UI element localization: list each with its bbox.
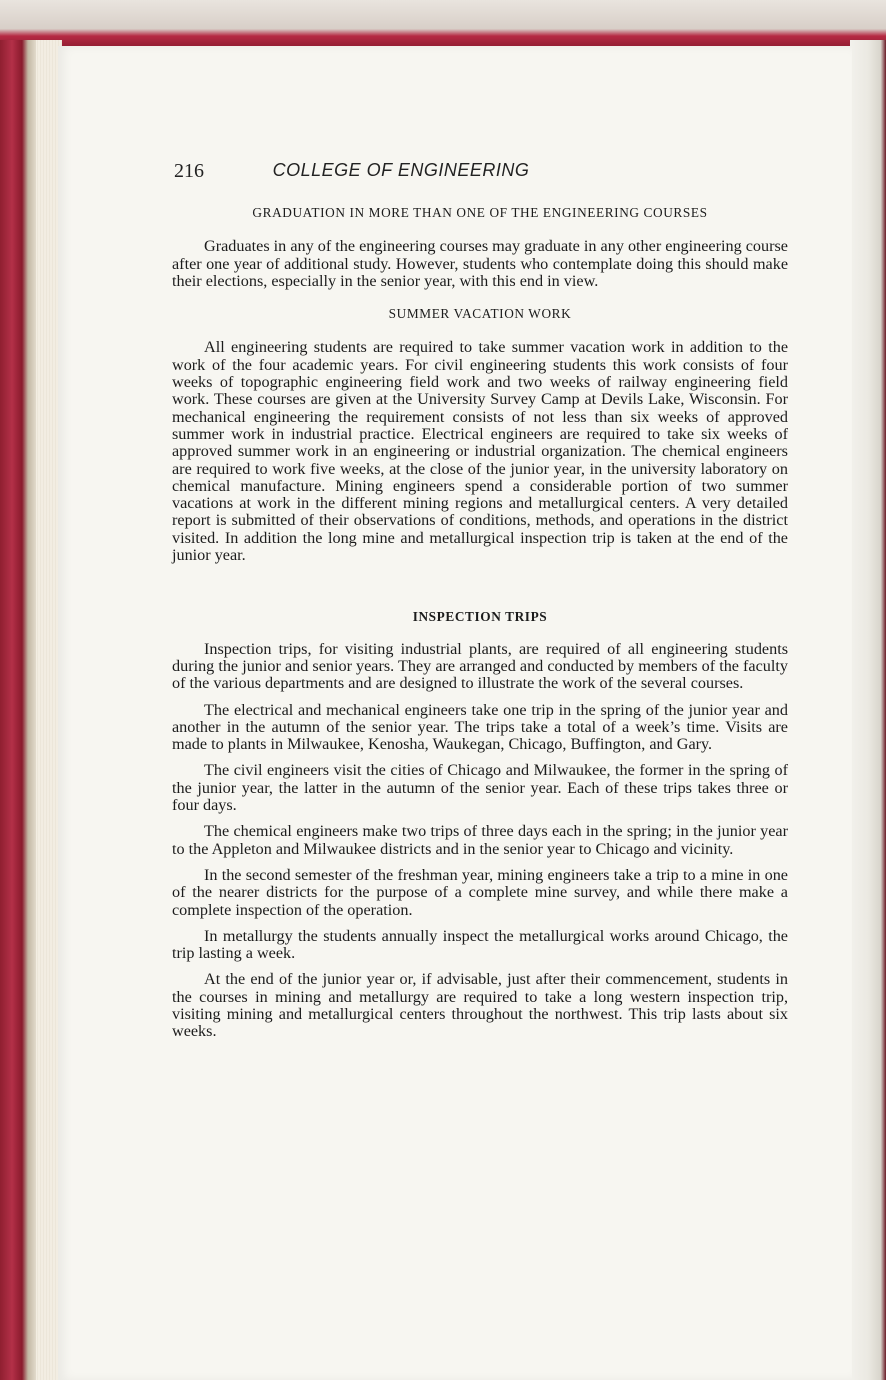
section-heading-graduation: GRADUATION IN MORE THAN ONE OF THE ENGINEERING COURSES: [252, 205, 708, 220]
section-heading-summer-work: SUMMER VACATION WORK: [388, 306, 572, 322]
paragraph-chemical: The chemical engineers make two trips of three days each in the spring; in the junior year to the Appleton and Milwaukee districts and in the senior year to Chicago and vicinity.: [172, 822, 788, 858]
paragraph-summer-work: All engineering students are required to take summer vacation work in addition to the work of the four academic years. For civil engineering students this work consists of four weeks of topographic engineering field work and two weeks of railway engineering field work. These courses are given at the University Survey Camp at Devils Lake, Wisconsin. For mechanical engineering the requirement consists of not less than six weeks of approved summer work in industrial practice. Electrical engineers are required to take six weeks of approved summer work in an engineering or industrial organization. The chemical engineers are required to work five weeks, at the close of the junior year, in the university laboratory on chemical manufacture. Mining engineers spend a considerable portion of two summer vacations at work in the different mining regions and metallurgical centers. A very detailed report is submitted of their observations of conditions, methods, and operations in the district visited. In addition the long mine and metallurgical inspection trip is taken at the end of the junior year.: [172, 338, 788, 565]
paragraph-western-trip: At the end of the junior year or, if advisable, just after their commencement, students in the courses in mining and metallurgy are required to take a long western inspection trip, visiting mining and metallurgical centers throughout the northwest. This trip lasts about six weeks.: [172, 970, 788, 1041]
paragraph-inspection-intro: Inspection trips, for visiting industrial plants, are required of all engineering students during the junior and senior years. They are arranged and conducted by members of the faculty of the various departments and are designed to illustrate the work of the several courses.: [172, 639, 788, 693]
book-binding-left: [0, 40, 40, 1380]
paragraph-graduation: Graduates in any of the engineering courses may graduate in any other engineering course after one year of additional study. However, students who contemplate doing this should make their elections, especially in the senior year, with this end in view.: [172, 237, 788, 290]
paragraph-mining-freshman: In the second semester of the freshman year, mining engineers take a trip to a mine in one of the nearer districts for the purpose of a complete mine survey, and while there make a complete inspection of the operation.: [172, 865, 788, 919]
page-number: 216: [174, 160, 204, 182]
running-title: COLLEGE OF ENGINEERING: [272, 160, 530, 180]
page-header: [174, 160, 618, 186]
page-body: [172, 204, 788, 1041]
book-binding-top: [0, 0, 886, 48]
paragraph-civil: The civil engineers visit the cities of Chicago and Milwaukee, the former in the spring of the junior year, the latter in the autumn of the senior year. Each of these trips takes three or four days.: [172, 761, 788, 815]
paragraph-metallurgy: In metallurgy the students annually inspect the metallurgical works around Chicago, the trip lasting a week.: [172, 926, 788, 963]
facing-page-edge: [850, 40, 886, 1380]
paragraph-electrical-mechanical: The electrical and mechanical engineers take one trip in the spring of the junior year and another in the autumn of the senior year. The trips take a total of a week’s time. Visits are made to plants in Milwaukee, Kenosha, Waukegan, Chicago, Buffington, and Gary.: [172, 700, 788, 754]
section-heading-inspection-trips: INSPECTION TRIPS: [412, 609, 548, 625]
